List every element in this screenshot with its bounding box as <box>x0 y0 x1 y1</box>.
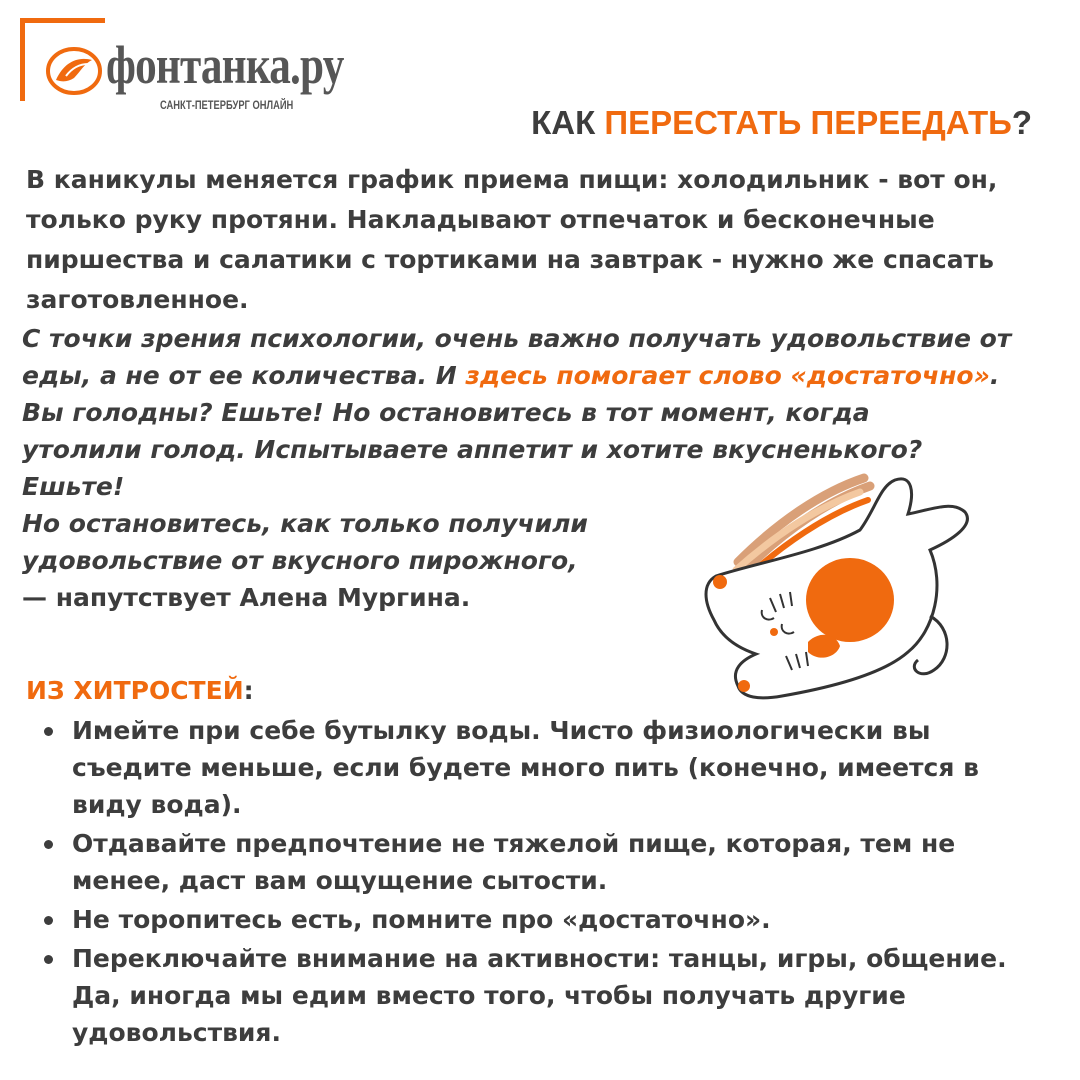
tips-heading <box>26 676 254 705</box>
tip-item: Переключайте внимание на активности: танцы, игры, общение. Да, иногда мы едим вместо того, чтобы получать другие удовольствия. <box>26 940 1036 1051</box>
quote-line: утолили голод. Испытываете аппетит и хотите вкусненького? <box>22 435 923 464</box>
quote-line: Ешьте! <box>22 472 125 501</box>
quote-line: Но остановитесь, как только получили <box>22 509 588 538</box>
quote-line: С точки зрения психологии, очень важно получать удовольствие от <box>22 324 1012 353</box>
quote-line <box>22 357 1062 394</box>
fontanka-logo[interactable] <box>20 18 350 112</box>
page-title <box>531 104 1032 142</box>
title-prefix: КАК <box>531 104 605 141</box>
quote-highlight: здесь помогает слово «достаточно» <box>465 361 990 390</box>
title-suffix: ? <box>1011 104 1032 141</box>
tips-heading-suffix: : <box>243 676 254 705</box>
logo-wordmark: фонтанка.ру <box>106 35 344 95</box>
quote-author: — напутствует Алена Мургина. <box>22 583 471 612</box>
intro-paragraph: В каникулы меняется график приема пищи: холодильник - вот он, только руку протяни. Накладывают отпечаток и бесконечные пиршества и салатики с тортиками на завтрак - нужно же спасать заготовленное. <box>26 165 998 314</box>
tip-item: Имейте при себе бутылку воды. Чисто физиологически вы съедите меньше, если будете много пить (конечно, имеется в виду вода). <box>26 712 1036 823</box>
tips-list <box>26 712 1036 1053</box>
quote-line: Вы голодны? Ешьте! Но остановитесь в тот момент, когда <box>22 398 870 427</box>
quote-text: . <box>989 361 1000 390</box>
quote-text: еды, а не от ее количества. И <box>22 361 466 390</box>
title-highlight: ПЕРЕСТАТЬ ПЕРЕЕДАТЬ <box>604 104 1012 141</box>
logo-tagline: САНКТ-ПЕТЕРБУРГ ОНЛАЙН <box>160 98 294 112</box>
tip-item: Отдавайте предпочтение не тяжелой пище, которая, тем не менее, даст вам ощущение сытости. <box>26 825 1036 899</box>
fontanka-emblem-icon <box>44 42 104 98</box>
stretching-cat-icon <box>690 470 980 720</box>
tip-item: Не торопитесь есть, помните про «достаточно». <box>26 901 1036 938</box>
tips-heading-highlight: ИЗ ХИТРОСТЕЙ <box>26 676 244 705</box>
quote-line: удовольствие от вкусного пирожного, <box>22 546 578 575</box>
